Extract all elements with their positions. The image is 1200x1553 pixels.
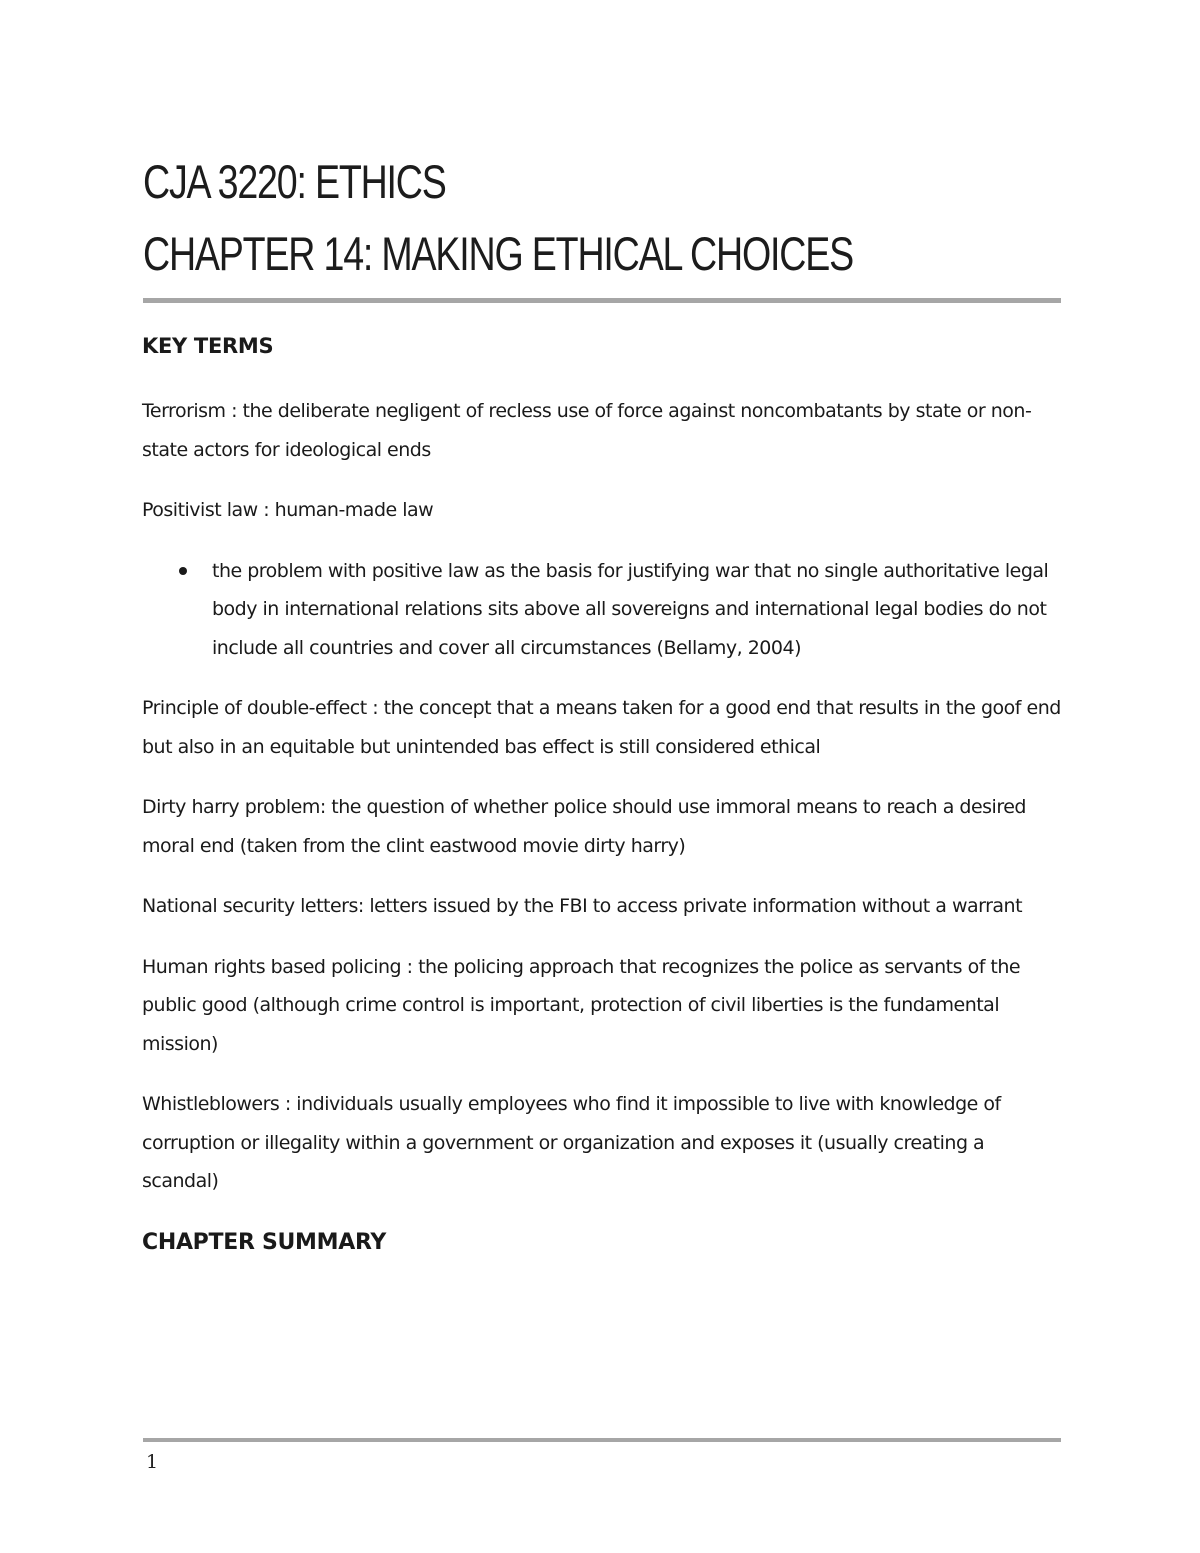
page-number: 1	[146, 1451, 159, 1473]
document-body	[142, 326, 1062, 1263]
positivist-law-bullets	[142, 552, 1062, 668]
bullet-text: the problem with positive law as the basis for justifying war that no single authoritative legal body in international relations sits above all sovereigns and international legal bodies do not include all countries and cover all circumstances (Bellamy, 2004)	[212, 559, 1049, 659]
chapter-title: CHAPTER 14: MAKING ETHICAL CHOICES	[143, 227, 853, 280]
term-dirty-harry: Dirty harry problem: the question of whether police should use immoral means to reach a desired moral end (taken from the clint eastwood movie dirty harry)	[142, 796, 1026, 857]
term-double-effect: Principle of double-effect : the concept that a means taken for a good end that results in the goof end but also in an equitable but unintended bas effect is still considered ethical	[142, 697, 1061, 758]
footer-divider	[143, 1438, 1061, 1442]
key-terms-heading: KEY TERMS	[142, 334, 274, 358]
course-title: CJA 3220: ETHICS	[143, 155, 446, 208]
document-title	[143, 146, 1063, 290]
term-whistleblowers: Whistleblowers : individuals usually employees who find it impossible to live with knowledge of corruption or illegality within a government or organization and exposes it (usually creating a scandal)	[142, 1093, 1001, 1192]
list-item	[212, 552, 1062, 668]
term-terrorism: Terrorism : the deliberate negligent of recless use of force against noncombatants by state or non-state actors for ideological ends	[142, 400, 1032, 461]
bullet-icon	[179, 567, 187, 575]
title-divider	[143, 298, 1061, 303]
chapter-summary-heading: CHAPTER SUMMARY	[142, 1229, 387, 1255]
term-positivist-law: Positivist law : human-made law	[142, 499, 434, 521]
term-national-security-letters: National security letters: letters issued by the FBI to access private information without a warrant	[142, 895, 1023, 917]
term-human-rights-policing: Human rights based policing : the policing approach that recognizes the police as servants of the public good (although crime control is important, protection of civil liberties is the fundamental mission)	[142, 955, 1021, 1055]
